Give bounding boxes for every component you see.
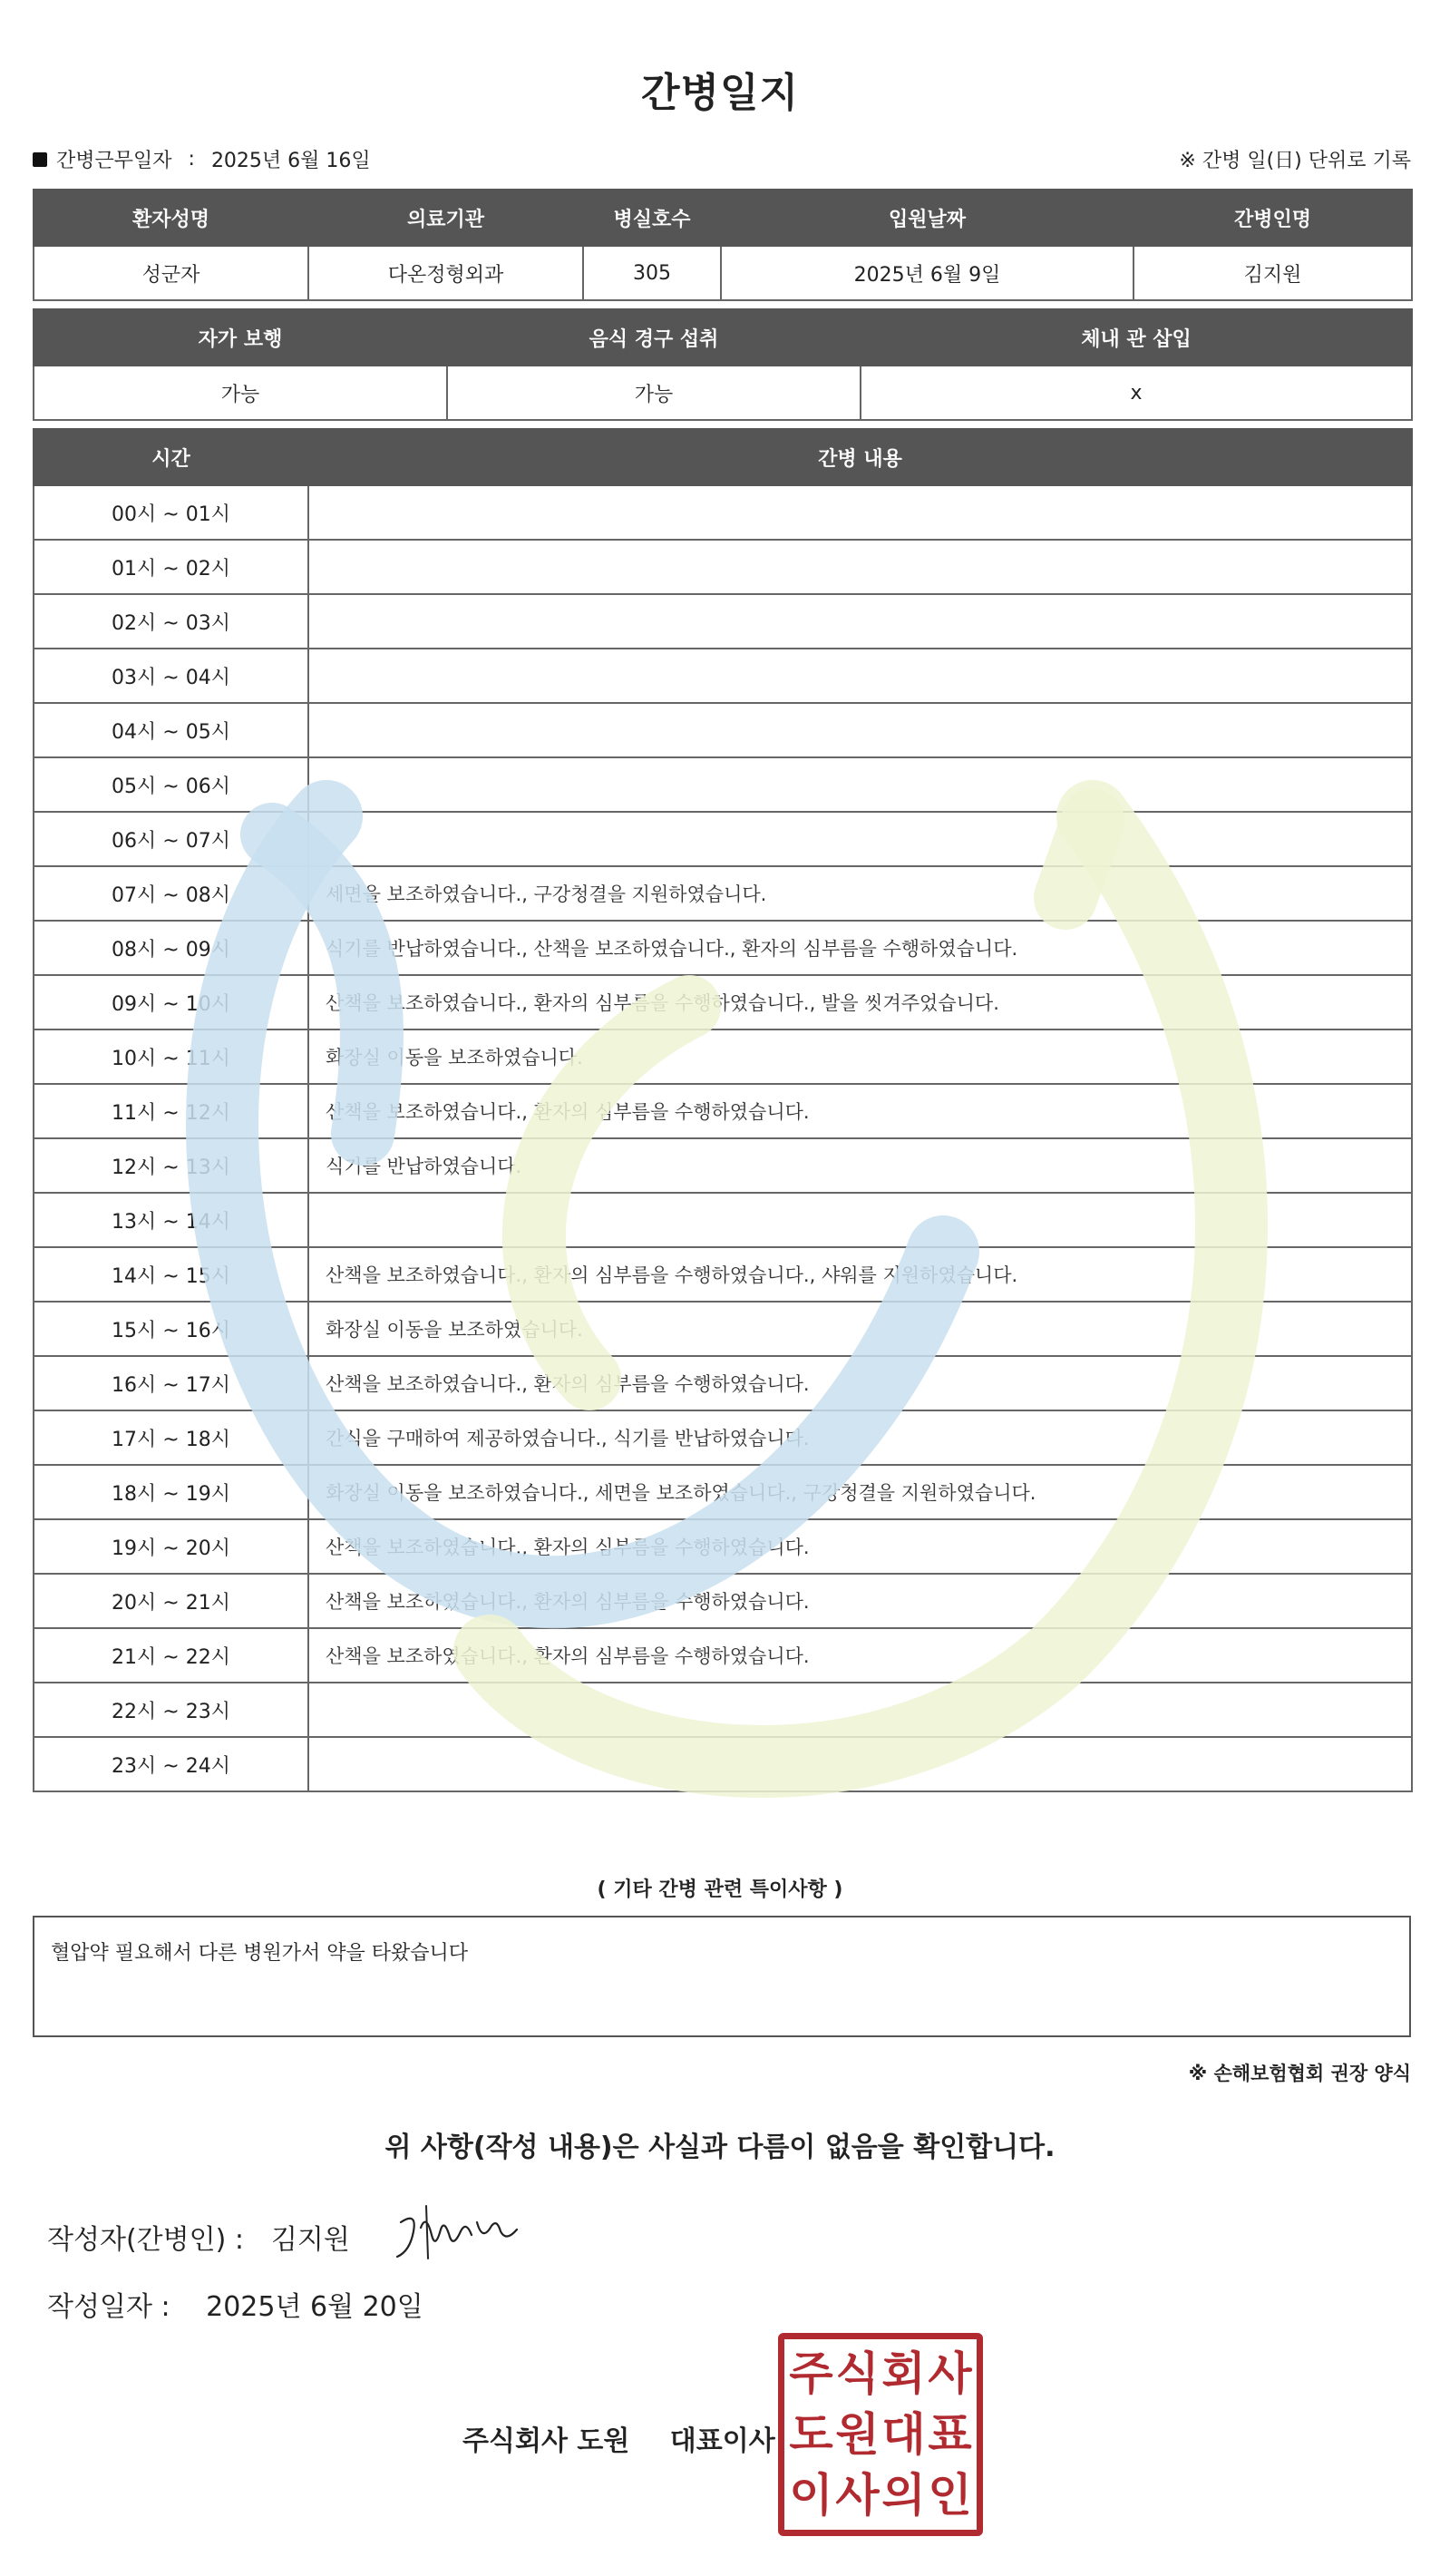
header-patient-name: 환자성명: [34, 190, 308, 246]
log-row: [34, 1628, 1412, 1683]
log-row: [34, 485, 1412, 540]
seal-char: 도: [789, 2407, 833, 2461]
oral-intake: 가능: [447, 366, 861, 420]
seal-char: 대: [881, 2407, 926, 2461]
writer-line: [47, 2217, 350, 2257]
log-time: 23시 ~ 24시: [34, 1737, 308, 1791]
seal-char: 사: [928, 2347, 972, 2400]
log-row: [34, 703, 1412, 757]
tube-insertion: x: [861, 366, 1412, 420]
ability-table: [33, 308, 1413, 421]
company-title: 대표이사: [669, 2425, 775, 2457]
work-date: [33, 145, 371, 173]
log-content: [308, 703, 1412, 757]
log-row: [34, 866, 1412, 921]
hospital: 다온정형외과: [308, 246, 583, 300]
log-row: [34, 1465, 1412, 1519]
log-time: 07시 ~ 08시: [34, 866, 308, 921]
log-content: [308, 485, 1412, 540]
log-time: 05시 ~ 06시: [34, 757, 308, 812]
log-row: [34, 1737, 1412, 1791]
log-content: 식기를 반납하였습니다., 산책을 보조하였습니다., 환자의 심부름을 수행하였습니다.: [308, 921, 1412, 975]
seal-char: 원: [835, 2407, 880, 2461]
log-content: 세면을 보조하였습니다., 구강청결을 지원하였습니다.: [308, 866, 1412, 921]
meta-row: [33, 145, 1411, 178]
room-number: 305: [583, 246, 721, 300]
log-time: 06시 ~ 07시: [34, 812, 308, 866]
log-row: [34, 1302, 1412, 1356]
log-time: 12시 ~ 13시: [34, 1138, 308, 1193]
log-row: [34, 1247, 1412, 1302]
seal-char: 이: [789, 2469, 833, 2522]
care-log-table: [33, 428, 1413, 1792]
log-time: 02시 ~ 03시: [34, 594, 308, 649]
log-time: 17시 ~ 18시: [34, 1410, 308, 1465]
company-name: 주식회사 도원: [462, 2425, 630, 2457]
log-content: [308, 812, 1412, 866]
seal-char: 인: [928, 2469, 972, 2522]
header-self-walking: 자가 보행: [34, 309, 447, 366]
log-content: [308, 594, 1412, 649]
log-row: [34, 812, 1412, 866]
log-content: [308, 757, 1412, 812]
log-content: 산책을 보조하였습니다., 환자의 심부름을 수행하였습니다.: [308, 1519, 1412, 1574]
log-time: 21시 ~ 22시: [34, 1628, 308, 1683]
log-row: [34, 1683, 1412, 1737]
log-time: 18시 ~ 19시: [34, 1465, 308, 1519]
log-time: 00시 ~ 01시: [34, 485, 308, 540]
log-time: 19시 ~ 20시: [34, 1519, 308, 1574]
header-oral-intake: 음식 경구 섭취: [447, 309, 861, 366]
header-admission-date: 입원날짜: [721, 190, 1134, 246]
log-time: 20시 ~ 21시: [34, 1574, 308, 1628]
company-line: [462, 2418, 775, 2458]
log-row: [34, 1084, 1412, 1138]
log-content: [308, 1193, 1412, 1247]
patient-info-table: [33, 189, 1413, 301]
work-date-label: 간병근무일자: [56, 150, 172, 172]
admission-date: 2025년 6월 9일: [721, 246, 1134, 300]
seal-characters: [784, 2339, 977, 2530]
log-content: 산책을 보조하였습니다., 환자의 심부름을 수행하였습니다.: [308, 1574, 1412, 1628]
log-row: [34, 649, 1412, 703]
write-date-label: 작성일자 :: [47, 2291, 170, 2323]
patient-name: 성군자: [34, 246, 308, 300]
log-content: [308, 1683, 1412, 1737]
write-date-line: [47, 2284, 423, 2324]
log-time: 11시 ~ 12시: [34, 1084, 308, 1138]
log-row: [34, 757, 1412, 812]
log-content: 산책을 보조하였습니다., 환자의 심부름을 수행하였습니다.: [308, 1084, 1412, 1138]
log-time: 15시 ~ 16시: [34, 1302, 308, 1356]
special-notes-title: ( 기타 간병 관련 특이사항 ): [597, 1878, 843, 1901]
header-hospital: 의료기관: [308, 190, 583, 246]
log-content: 산책을 보조하였습니다., 환자의 심부름을 수행하였습니다., 샤워를 지원하였습니다.: [308, 1247, 1412, 1302]
log-content: 식기를 반납하였습니다.: [308, 1138, 1412, 1193]
company-seal-stamp: [778, 2333, 983, 2536]
log-time: 08시 ~ 09시: [34, 921, 308, 975]
seal-char: 회: [881, 2347, 926, 2400]
log-row: [34, 540, 1412, 594]
seal-char: 의: [881, 2469, 926, 2522]
seal-char: 표: [928, 2407, 972, 2461]
header-room-number: 병실호수: [583, 190, 721, 246]
page-title: 간병일지: [640, 70, 799, 116]
header-tube-insertion: 체내 관 삽입: [861, 309, 1412, 366]
log-time: 04시 ~ 05시: [34, 703, 308, 757]
log-content: [308, 540, 1412, 594]
log-row: [34, 975, 1412, 1029]
log-content: 산책을 보조하였습니다., 환자의 심부름을 수행하였습니다.: [308, 1356, 1412, 1410]
writer-label: 작성자(간병인) :: [47, 2224, 244, 2256]
self-walking: 가능: [34, 366, 447, 420]
log-content: 화장실 이동을 보조하였습니다., 세면을 보조하였습니다., 구강청결을 지원하였습니다.: [308, 1465, 1412, 1519]
writer-name: 김지원: [270, 2224, 350, 2256]
log-content: 산책을 보조하였습니다., 환자의 심부름을 수행하였습니다.: [308, 1628, 1412, 1683]
log-time: 14시 ~ 15시: [34, 1247, 308, 1302]
log-time: 01시 ~ 02시: [34, 540, 308, 594]
log-row: [34, 1410, 1412, 1465]
form-note: ※ 손해보험협회 권장 양식: [1188, 2063, 1411, 2084]
header-time: 시간: [34, 429, 308, 485]
log-time: 22시 ~ 23시: [34, 1683, 308, 1737]
log-content: 화장실 이동을 보조하였습니다.: [308, 1302, 1412, 1356]
log-row: [34, 921, 1412, 975]
log-row: [34, 1029, 1412, 1084]
log-row: [34, 1519, 1412, 1574]
seal-char: 식: [835, 2347, 880, 2400]
bullet-square-icon: [33, 152, 47, 167]
work-date-separator: :: [188, 148, 195, 171]
log-time: 10시 ~ 11시: [34, 1029, 308, 1084]
log-row: [34, 1193, 1412, 1247]
caregiver-name: 김지원: [1134, 246, 1412, 300]
log-time: 03시 ~ 04시: [34, 649, 308, 703]
log-content: 산책을 보조하였습니다., 환자의 심부름을 수행하였습니다., 발을 씻겨주었습니다.: [308, 975, 1412, 1029]
header-caregiver-name: 간병인명: [1134, 190, 1412, 246]
write-date-value: 2025년 6월 20일: [206, 2291, 423, 2323]
handwritten-signature: [390, 2195, 526, 2268]
log-time: 13시 ~ 14시: [34, 1193, 308, 1247]
log-content: [308, 649, 1412, 703]
seal-char: 사: [835, 2469, 880, 2522]
seal-char: 주: [789, 2347, 833, 2400]
log-content: 화장실 이동을 보조하였습니다.: [308, 1029, 1412, 1084]
log-row: [34, 1138, 1412, 1193]
log-time: 09시 ~ 10시: [34, 975, 308, 1029]
log-content: [308, 1737, 1412, 1791]
special-notes-text: 혈압약 필요해서 다른 병원가서 약을 타왔습니다: [51, 1942, 469, 1965]
record-note: ※ 간병 일(日) 단위로 기록: [1179, 150, 1411, 172]
care-log-body: [34, 485, 1412, 1791]
work-date-value: 2025년 6월 16일: [210, 150, 371, 172]
log-time: 16시 ~ 17시: [34, 1356, 308, 1410]
log-row: [34, 1574, 1412, 1628]
log-row: [34, 594, 1412, 649]
log-content: 간식을 구매하여 제공하였습니다., 식기를 반납하였습니다.: [308, 1410, 1412, 1465]
special-notes-box: [33, 1916, 1411, 2037]
log-row: [34, 1356, 1412, 1410]
header-care-content: 간병 내용: [308, 429, 1412, 485]
confirmation-statement: 위 사항(작성 내용)은 사실과 다름이 없음을 확인합니다.: [384, 2132, 1056, 2163]
